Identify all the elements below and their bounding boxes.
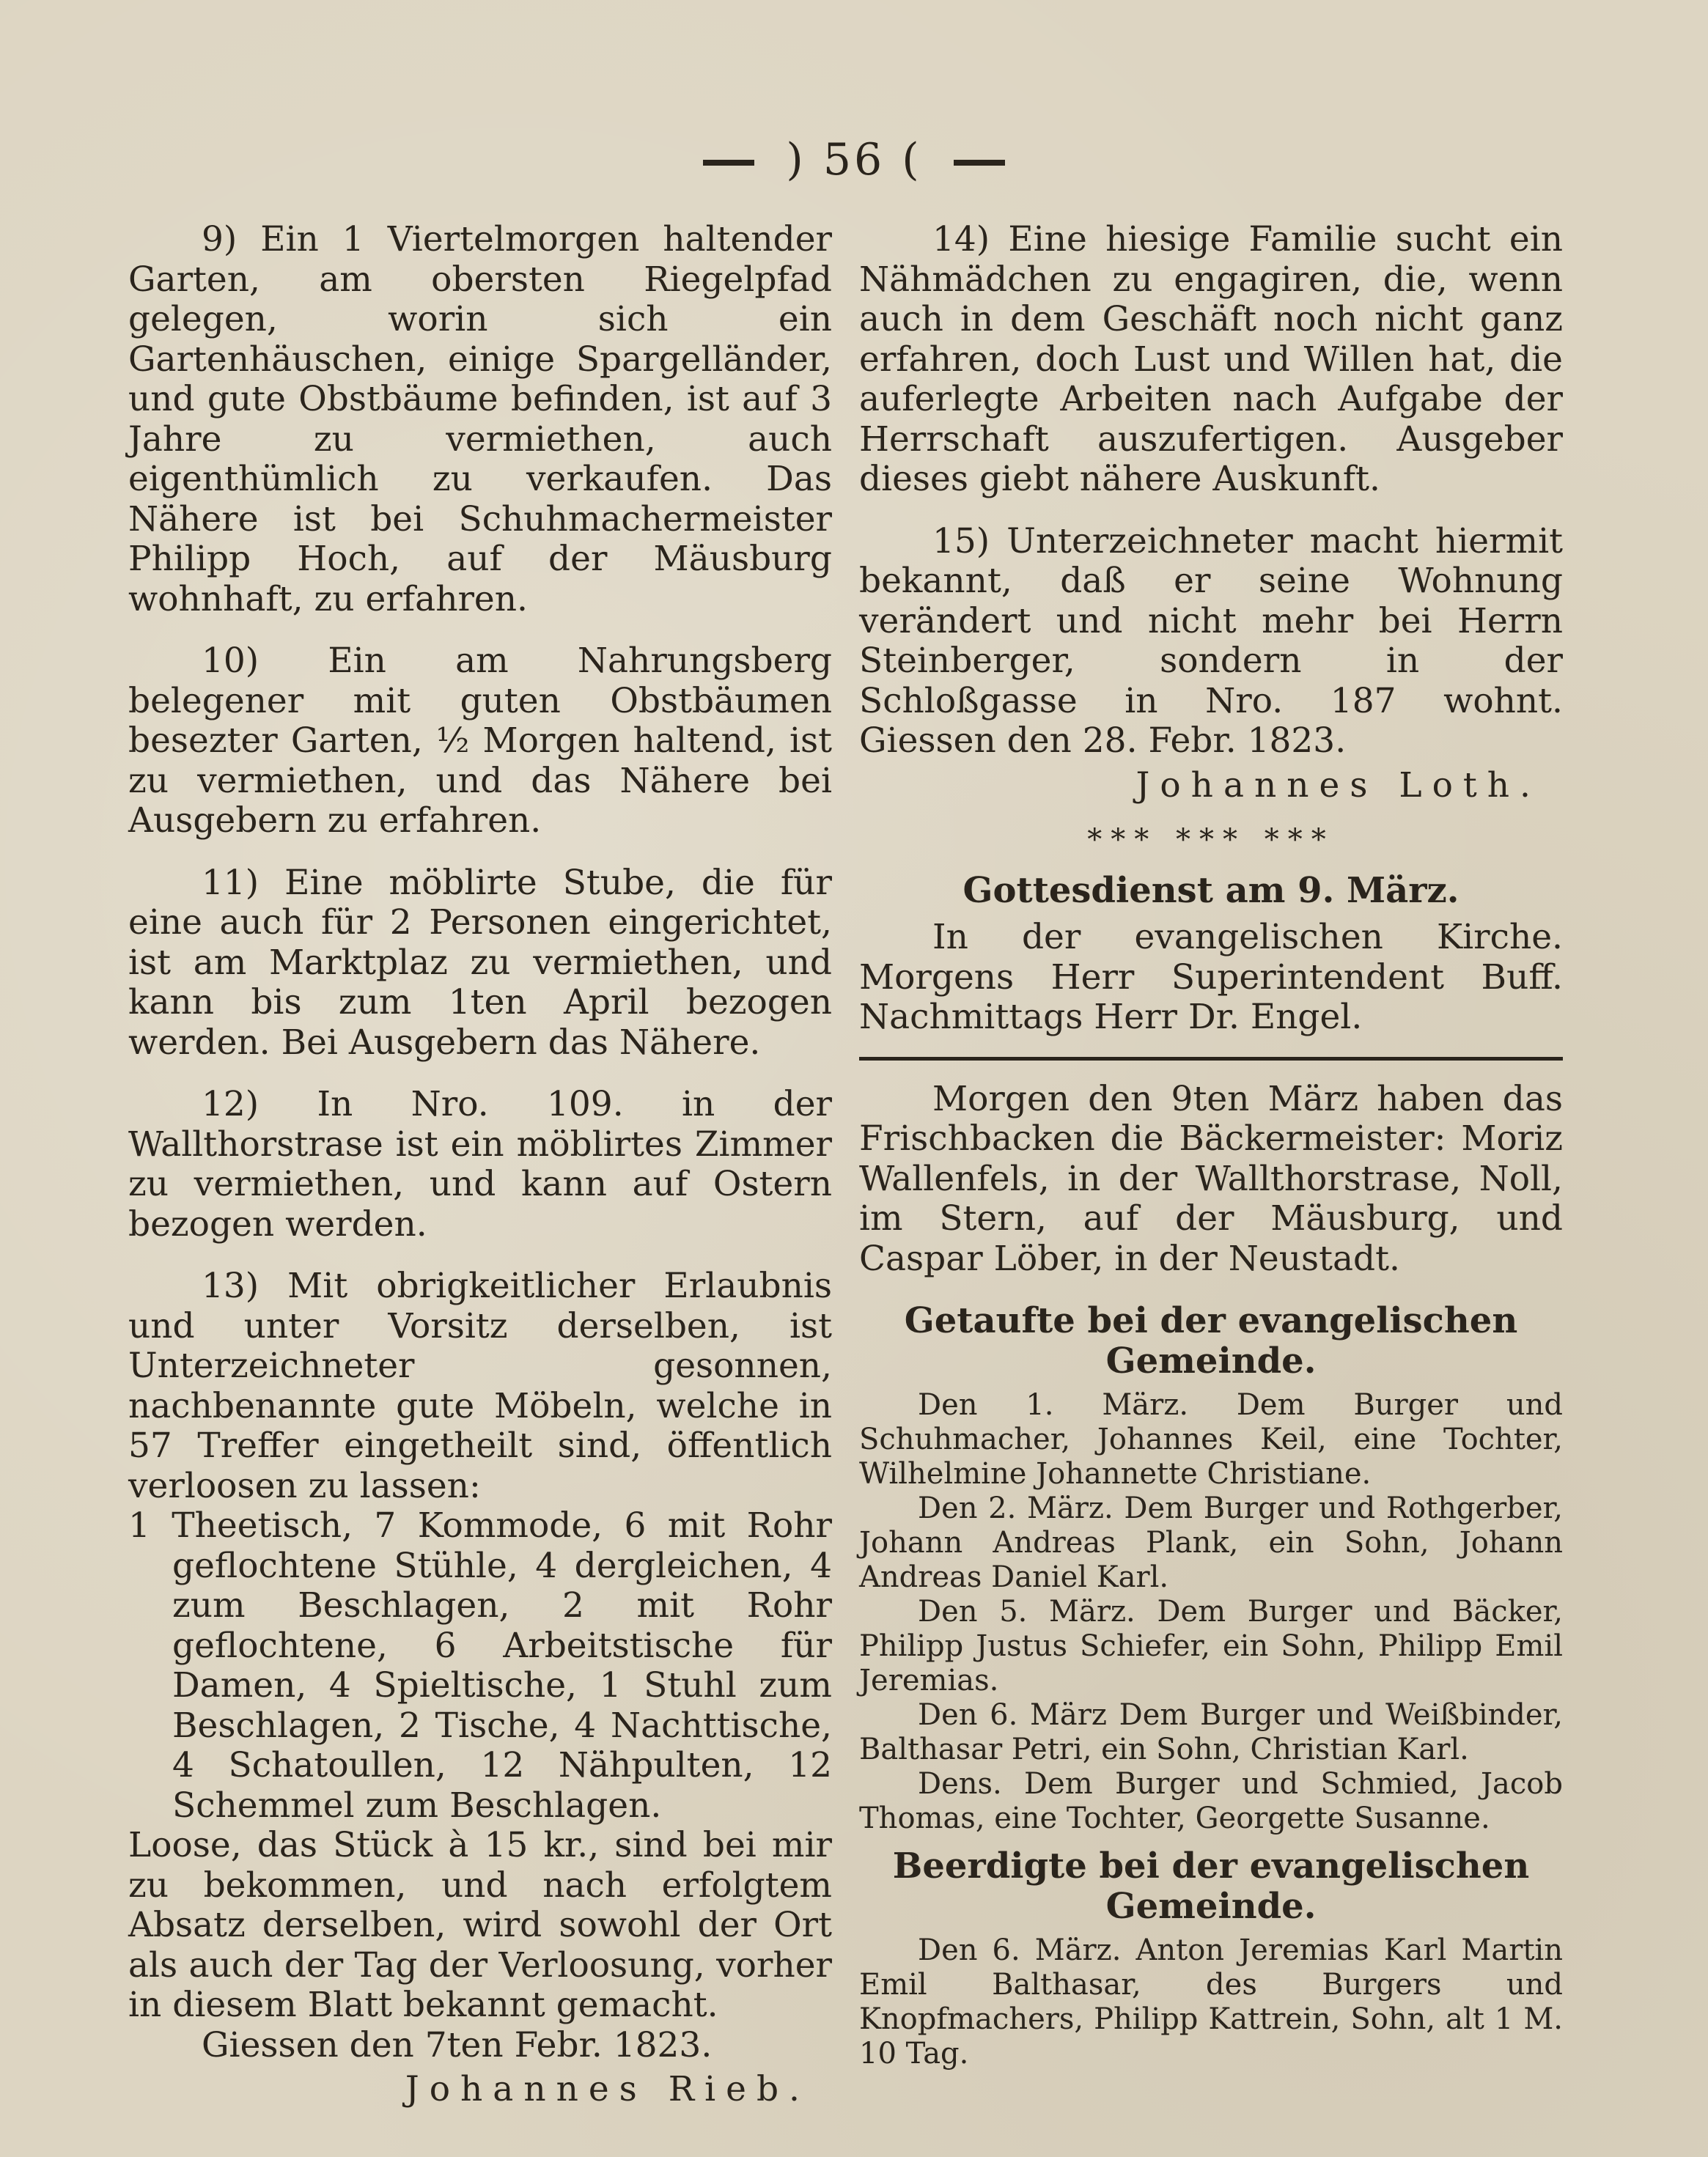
buried-list bbox=[859, 1933, 1563, 2071]
horizontal-rule bbox=[859, 1057, 1563, 1061]
bakers-notice bbox=[859, 1080, 1563, 1280]
ad-10-text: 10) Ein am Nahrungsberg belegener mit guten Obstbäumen besezter Garten, ½ Morgen haltend, ist zu vermiethen, und das Nähere bei Ausgebern zu erfahren. bbox=[128, 641, 832, 841]
ad-15-signature: Johannes Loth. bbox=[1135, 764, 1541, 805]
ad-14-text: 14) Eine hiesige Familie sucht ein Nähmädchen zu engagiren, die, wenn auch in dem Geschäft noch nicht ganz erfahren, doch Lust und Willen hat, die auferlegte Arbeiten nach Aufgabe der Herrschaft auszufertigen. Ausgeber dieses giebt nähere Auskunft. bbox=[859, 219, 1563, 499]
section-divider-stars: *** *** *** bbox=[1087, 823, 1335, 857]
header-rule-left bbox=[703, 160, 754, 166]
bakers-text: Morgen den 9ten März haben das Frischbacken die Bäckermeister: Moriz Wallenfels, in der Wallthorstrase, Noll, im Stern, auf der Mäusburg, und Caspar Löber, in der Neustadt. bbox=[859, 1078, 1563, 1279]
ad-15 bbox=[859, 522, 1563, 806]
page-number: ) 56 ( bbox=[786, 134, 922, 185]
page-header bbox=[0, 130, 1708, 189]
baptized-heading: Getaufte bei der evangelischen Gemeinde. bbox=[904, 1300, 1518, 1382]
baptized-list bbox=[859, 1388, 1563, 1836]
ad-13-intro: 13) Mit obrigkeitlicher Erlaubnis und unter Vorsitz derselben, ist Unterzeichneter gesonnen, nachbenannte gute Möbeln, welche in 57 Treffer eingetheilt sind, öffentlich verloosen zu lassen: bbox=[128, 1266, 832, 1506]
lottery-item-list bbox=[128, 1506, 832, 1826]
ad-13-outro: Loose, das Stück à 15 kr., sind bei mir zu bekommen, und nach erfolgtem Absatz derselben, wird sowohl der Ort als auch der Tag der Verloosung, vorher in diesem Blatt bekannt gemacht. bbox=[128, 1825, 832, 2025]
ad-15-text: 15) Unterzeichneter macht hiermit bekannt, daß er seine Wohnung verändert und nicht mehr bei Herrn Steinberger, sondern in der Schloßgasse in Nro. 187 wohnt. Giessen den 28. Febr. 1823. bbox=[859, 520, 1563, 761]
buried-entry: Den 6. März. Anton Jeremias Karl Martin Emil Balthasar, des Burgers und Knopfmachers, Philipp Kattrein, Sohn, alt 1 M. 10 Tag. bbox=[859, 1933, 1563, 2071]
ad-14 bbox=[859, 220, 1563, 500]
lottery-items: 1 Theetisch, 7 Kommode, 6 mit Rohr geflochtene Stühle, 4 dergleichen, 4 zum Beschlagen, 2 mit Rohr geflochtene, 6 Arbeitstische für Damen, 4 Spieltische, 1 Stuhl zum Beschlagen, 2 Tische, 4 Nachttische, 4 Schatoullen, 12 Nähpulten, 12 Schemmel zum Beschlagen. bbox=[128, 1505, 832, 1826]
service-notice bbox=[859, 918, 1563, 1038]
baptized-entry: Dens. Dem Burger und Schmied, Jacob Thomas, eine Tochter, Georgette Susanne. bbox=[859, 1767, 1563, 1835]
baptized-entry: Den 5. März. Dem Burger und Bäcker, Philipp Justus Schiefer, ein Sohn, Philipp Emil Jeremias. bbox=[859, 1595, 1563, 1697]
baptized-entry: Den 2. März. Dem Burger und Rothgerber, Johann Andreas Plank, ein Sohn, Johann Andreas Daniel Karl. bbox=[859, 1492, 1563, 1594]
ad-10 bbox=[128, 641, 832, 841]
ad-13-signature: Johannes Rieb. bbox=[405, 2069, 810, 2109]
ad-9 bbox=[128, 220, 832, 619]
ad-12-text: 12) In Nro. 109. in der Wallthorstrase ist ein möblirtes Zimmer zu vermiethen, und kann auf Ostern bezogen werden. bbox=[128, 1084, 832, 1245]
ad-13 bbox=[128, 1266, 832, 2110]
left-column bbox=[128, 220, 832, 2132]
service-text: In der evangelischen Kirche. Morgens Herr Superintendent Buff. Nachmittags Herr Dr. Engel. bbox=[859, 917, 1563, 1037]
right-column bbox=[859, 220, 1563, 2071]
baptized-entry: Den 6. März Dem Burger und Weißbinder, Balthasar Petri, ein Sohn, Christian Karl. bbox=[859, 1698, 1563, 1766]
ad-13-place-date: Giessen den 7ten Febr. 1823. bbox=[202, 2024, 713, 2065]
buried-heading: Beerdigte bei der evangelischen Gemeinde. bbox=[892, 1846, 1530, 1927]
header-rule-right bbox=[954, 160, 1005, 166]
ad-11-text: 11) Eine möblirte Stube, die für eine auch für 2 Personen eingerichtet, ist am Marktplaz zu vermiethen, und kann bis zum 1ten April bezogen werden. Bei Ausgebern das Nähere. bbox=[128, 862, 832, 1063]
ad-9-text: 9) Ein 1 Viertelmorgen haltender Garten, am obersten Riegelpfad gelegen, worin sich ein Gartenhäuschen, einige Spargelländer, und gute Obstbäume befinden, ist auf 3 Jahre zu vermiethen, auch eigenthümlich zu verkaufen. Das Nähere ist bei Schuhmachermeister Philipp Hoch, auf der Mäusburg wohnhaft, zu erfahren. bbox=[128, 219, 832, 619]
ad-11 bbox=[128, 863, 832, 1063]
baptized-entry: Den 1. März. Dem Burger und Schuhmacher, Johannes Keil, eine Tochter, Wilhelmine Johannette Christiane. bbox=[859, 1388, 1563, 1491]
ad-12 bbox=[128, 1085, 832, 1245]
service-heading: Gottesdienst am 9. März. bbox=[962, 869, 1459, 911]
